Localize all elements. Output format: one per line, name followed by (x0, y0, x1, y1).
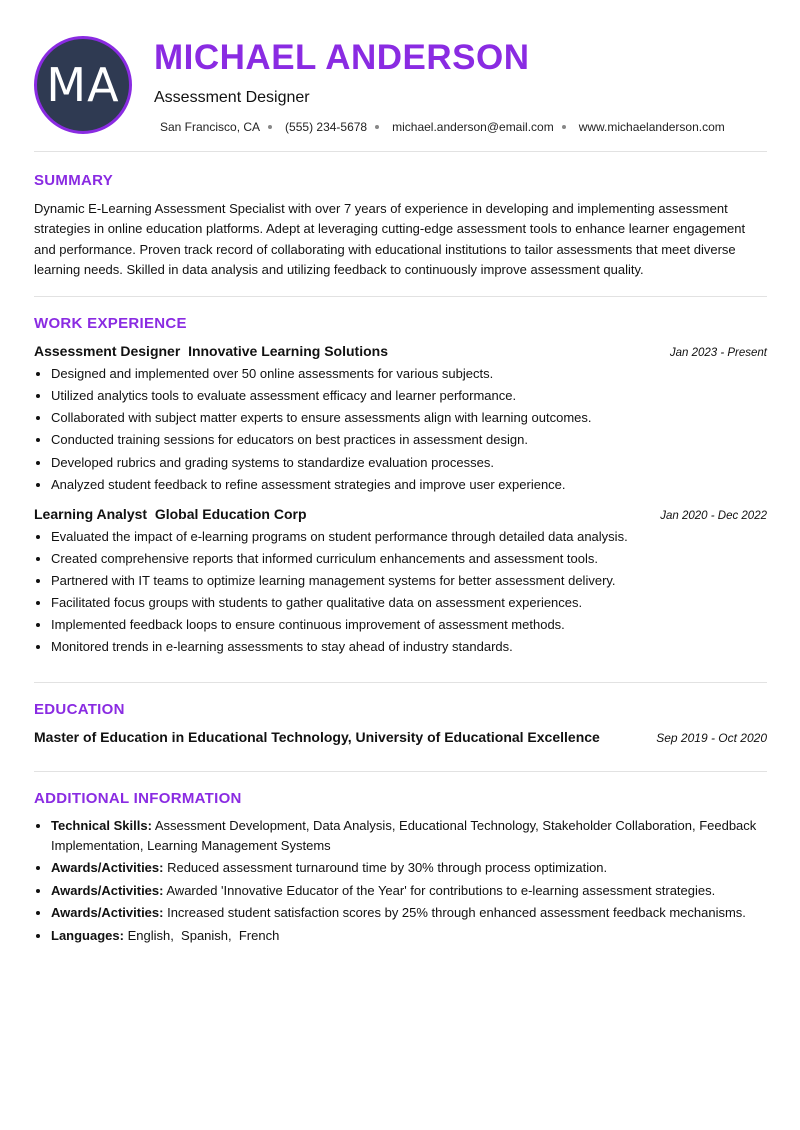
list-item (51, 881, 767, 901)
item-text: Awarded 'Innovative Educator of the Year' for contributions to e-learning assessment strategies. (163, 882, 716, 898)
job-header (34, 506, 767, 522)
list-item (51, 903, 767, 923)
separator-dot-icon (562, 125, 566, 129)
job-date: Jan 2023 - Present (669, 347, 767, 360)
item-label: Awards/Activities: (51, 905, 164, 921)
item-text: Increased student satisfaction scores by 25% through enhanced assessment feedback mechanisms. (163, 905, 746, 921)
job-bullets (34, 526, 767, 659)
additional-section (34, 772, 767, 945)
list-item (51, 816, 767, 855)
section-title-summary: SUMMARY (34, 172, 114, 189)
list-item: • Utilized analytics tools to evaluate assessment efficacy and learner performance. (51, 385, 767, 407)
item-label: Languages: (51, 927, 124, 943)
job-date: Jan 2020 - Dec 2022 (660, 509, 767, 522)
job-header (34, 343, 767, 359)
additional-list (34, 816, 767, 945)
candidate-role: Assessment Designer (154, 89, 310, 106)
education-date: Sep 2019 - Oct 2020 (656, 731, 767, 746)
job-entry (34, 506, 767, 659)
item-label: Technical Skills: (51, 818, 152, 834)
section-title-experience: WORK EXPERIENCE (34, 315, 187, 333)
list-item: • Conducted training sessions for educators on best practices in assessment design. (51, 429, 767, 451)
list-item: • Implemented feedback loops to ensure continuous improvement of assessment methods. (51, 614, 767, 636)
list-item (51, 926, 767, 946)
item-label: Awards/Activities: (51, 860, 164, 876)
item-text: English, Spanish, French (123, 927, 280, 943)
contact-phone: (555) 234-5678 (285, 120, 368, 134)
summary-text: Dynamic E-Learning Assessment Specialist with over 7 years of experience in developing and implementing assessment strategies in online education platforms. Adept at leveraging cutting-edge assessment tools to enhance learner engagement and performance. Proven track record of collaborating with educational institutions to tailor assessments that meet diverse learning needs. Skilled in data analysis and utilizing feedback to continuously improve assessment quality. (34, 201, 746, 277)
item-text: Reduced assessment turnaround time by 30% through process optimization. (163, 860, 608, 876)
list-item: • Partnered with IT teams to optimize learning management systems for better assessment delivery. (51, 570, 767, 592)
education-degree: Master of Education in Educational Technology, University of Educational Excellence (34, 729, 600, 746)
item-text: Assessment Development, Data Analysis, Educational Technology, Stakeholder Collaboration, Feedback Implementation, Learning Management Systems (51, 818, 757, 853)
list-item: • Collaborated with subject matter experts to ensure assessments align with learning outcomes. (51, 407, 767, 429)
contact-website[interactable]: www.michaelanderson.com (578, 120, 725, 134)
contact-location: San Francisco, CA (160, 120, 261, 134)
job-entry (34, 343, 767, 496)
job-title: Assessment Designer Innovative Learning Solutions (34, 343, 388, 360)
list-item: • Developed rubrics and grading systems to standardize evaluation processes. (51, 452, 767, 474)
list-item: • Evaluated the impact of e-learning programs on student performance through detailed data analysis. (51, 526, 767, 548)
separator-dot-icon (268, 125, 272, 129)
item-label: Awards/Activities: (51, 882, 164, 898)
section-title-education: EDUCATION (34, 701, 125, 719)
job-title: Learning Analyst Global Education Corp (34, 505, 307, 522)
avatar: MA (34, 36, 132, 134)
list-item: • Created comprehensive reports that informed curriculum enhancements and assessment tools. (51, 548, 767, 570)
summary-section (34, 152, 767, 297)
list-item: • Facilitated focus groups with students to gather qualitative data on assessment experiences. (51, 592, 767, 614)
candidate-name: MICHAEL ANDERSON (154, 38, 530, 77)
contact-info (160, 120, 725, 134)
experience-section (34, 297, 767, 683)
separator-dot-icon (375, 125, 379, 129)
list-item: • Designed and implemented over 50 online assessments for various subjects. (51, 363, 767, 385)
education-section (34, 683, 767, 772)
list-item: • Monitored trends in e-learning assessments to stay ahead of industry standards. (51, 636, 767, 658)
resume-page (34, 0, 767, 948)
contact-email[interactable]: michael.anderson@email.com (392, 120, 554, 134)
list-item (51, 858, 767, 878)
section-title-additional: ADDITIONAL INFORMATION (34, 790, 242, 808)
list-item: • Analyzed student feedback to refine assessment strategies and improve user experience. (51, 474, 767, 496)
job-bullets (34, 363, 767, 496)
education-entry (34, 729, 767, 745)
resume-header (34, 0, 767, 152)
